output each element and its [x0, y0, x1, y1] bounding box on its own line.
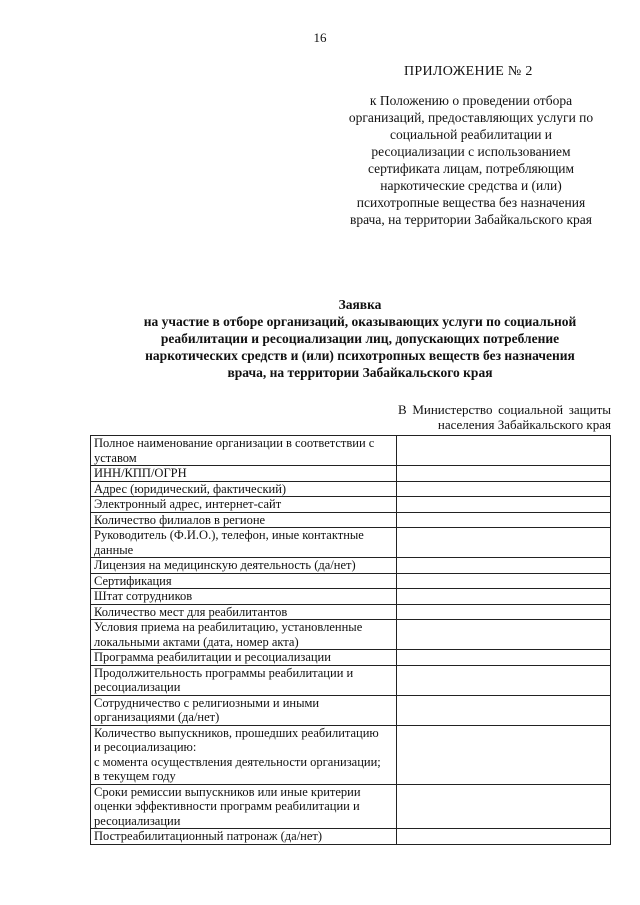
- form-field-label: [91, 497, 397, 513]
- appendix-subtitle-line: к Положению о проведении отбора: [369, 93, 573, 108]
- document-title-line: на участие в отборе организаций, оказывающих услуги по социальной: [143, 314, 577, 329]
- form-field-value[interactable]: [397, 481, 611, 497]
- form-field-label-line: Сроки ремиссии выпускников или иные критерии: [94, 784, 361, 799]
- form-field-label-line: данные: [94, 542, 134, 557]
- form-field-value[interactable]: [397, 558, 611, 574]
- form-field-label-line: ресоциализации: [94, 813, 181, 828]
- form-field-label-line: в текущем году: [94, 769, 176, 783]
- appendix-subtitle-line: психотропные вещества без назначения: [356, 195, 586, 210]
- addressee-word: Министерство: [412, 402, 493, 417]
- form-field-value[interactable]: [397, 512, 611, 528]
- table-row: [91, 573, 611, 589]
- form-field-label-line: уставом: [94, 450, 137, 465]
- appendix-subtitle-line: организаций, предоставляющих услуги по: [348, 110, 594, 125]
- form-field-label: [91, 620, 397, 650]
- form-field-label-line: и ресоциализацию:: [94, 740, 197, 754]
- form-field-label-line: локальными актами (дата, номер акта): [94, 634, 299, 649]
- table-row: [91, 695, 611, 725]
- table-row: [91, 481, 611, 497]
- form-field-value[interactable]: [397, 436, 611, 466]
- form-field-label-line: организациями (да/нет): [94, 710, 220, 724]
- form-field-value[interactable]: [397, 665, 611, 695]
- form-field-value[interactable]: [397, 784, 611, 829]
- table-row: [91, 829, 611, 845]
- form-field-label-line: Адрес (юридический, фактический): [94, 481, 287, 496]
- addressee-line-2: населения Забайкальского края: [437, 417, 611, 432]
- addressee-word: защиты: [568, 402, 611, 417]
- appendix-subtitle-line: социальной реабилитации и: [389, 127, 553, 142]
- form-field-label: [91, 784, 397, 829]
- form-field-label-line: Количество филиалов в регионе: [94, 512, 266, 527]
- document-title-line: реабилитации и ресоциализации лиц, допускающих потребление: [160, 331, 560, 346]
- form-field-value[interactable]: [397, 829, 611, 845]
- form-field-label: [91, 528, 397, 558]
- form-field-value[interactable]: [397, 589, 611, 605]
- form-field-label-line: Программа реабилитации и ресоциализации: [94, 650, 331, 664]
- form-field-value[interactable]: [397, 725, 611, 784]
- table-row: [91, 725, 611, 784]
- form-field-label-line: Штат сотрудников: [94, 589, 193, 603]
- form-field-label: [91, 650, 397, 666]
- table-row: [91, 665, 611, 695]
- appendix-title: ПРИЛОЖЕНИЕ № 2: [404, 64, 533, 79]
- form-field-label: [91, 665, 397, 695]
- form-field-label-line: Количество выпускников, прошедших реабилитацию: [94, 725, 379, 740]
- appendix-subtitle-line: врача, на территории Забайкальского края: [349, 212, 592, 227]
- form-field-label-line: Электронный адрес, интернет-сайт: [94, 497, 282, 511]
- addressee: [398, 402, 611, 432]
- form-field-label: [91, 604, 397, 620]
- form-field-label-line: Постреабилитационный патронаж (да/нет): [94, 829, 323, 843]
- form-field-label-line: Сертификация: [94, 573, 172, 588]
- form-field-label-line: Условия приема на реабилитацию, установленные: [94, 620, 363, 634]
- table-row: [91, 589, 611, 605]
- document-title: [100, 296, 620, 381]
- table-row: [91, 436, 611, 466]
- form-field-value[interactable]: [397, 497, 611, 513]
- form-field-label-line: Сотрудничество с религиозными и иными: [94, 695, 320, 710]
- appendix-subtitle-line: наркотические средства и (или): [380, 178, 562, 193]
- table-row: [91, 466, 611, 482]
- form-field-label: [91, 512, 397, 528]
- table-row: [91, 784, 611, 829]
- page-number: 16: [313, 30, 327, 45]
- document-title-line: Заявка: [338, 297, 382, 312]
- form-field-value[interactable]: [397, 650, 611, 666]
- form-field-label: [91, 829, 397, 845]
- form-field-value[interactable]: [397, 620, 611, 650]
- table-row: [91, 512, 611, 528]
- form-field-label: [91, 695, 397, 725]
- table-row: [91, 604, 611, 620]
- form-field-label-line: Руководитель (Ф.И.О.), телефон, иные контактные: [94, 528, 364, 542]
- form-field-label-line: с момента осуществления деятельности организации;: [94, 754, 381, 769]
- form-field-label-line: ресоциализации: [94, 680, 181, 694]
- form-field-label-line: Продолжительность программы реабилитации и: [94, 665, 354, 680]
- addressee-word: социальной: [498, 402, 564, 417]
- addressee-word: В: [398, 402, 407, 417]
- form-field-label-line: ИНН/КПП/ОГРН: [94, 466, 187, 480]
- addressee-line-1: [398, 402, 611, 417]
- table-row: [91, 528, 611, 558]
- table-row: [91, 650, 611, 666]
- application-form-table: [90, 435, 611, 845]
- form-field-label: [91, 436, 397, 466]
- form-field-label-line: Количество мест для реабилитантов: [94, 604, 288, 619]
- appendix-subtitle: [330, 92, 612, 228]
- form-field-value[interactable]: [397, 573, 611, 589]
- form-field-label: [91, 466, 397, 482]
- form-field-label: [91, 589, 397, 605]
- form-field-value[interactable]: [397, 466, 611, 482]
- document-title-line: врача, на территории Забайкальского края: [227, 365, 493, 380]
- form-field-label: [91, 558, 397, 574]
- table-row: [91, 558, 611, 574]
- form-field-label: [91, 725, 397, 784]
- form-field-value[interactable]: [397, 528, 611, 558]
- form-field-label: [91, 481, 397, 497]
- document-title-line: наркотических средств и (или) психотропных веществ без назначения: [145, 348, 575, 363]
- form-field-label-line: Полное наименование организации в соответствии с: [94, 436, 375, 450]
- form-field-label-line: Лицензия на медицинскую деятельность (да/нет): [94, 558, 356, 572]
- form-field-value[interactable]: [397, 695, 611, 725]
- form-field-value[interactable]: [397, 604, 611, 620]
- appendix-subtitle-line: ресоциализации с использованием: [371, 144, 571, 159]
- form-field-label-line: оценки эффективности программ реабилитации и: [94, 799, 360, 813]
- appendix-subtitle-line: сертификата лицам, потребляющим: [367, 161, 575, 176]
- form-field-label: [91, 573, 397, 589]
- table-row: [91, 497, 611, 513]
- table-row: [91, 620, 611, 650]
